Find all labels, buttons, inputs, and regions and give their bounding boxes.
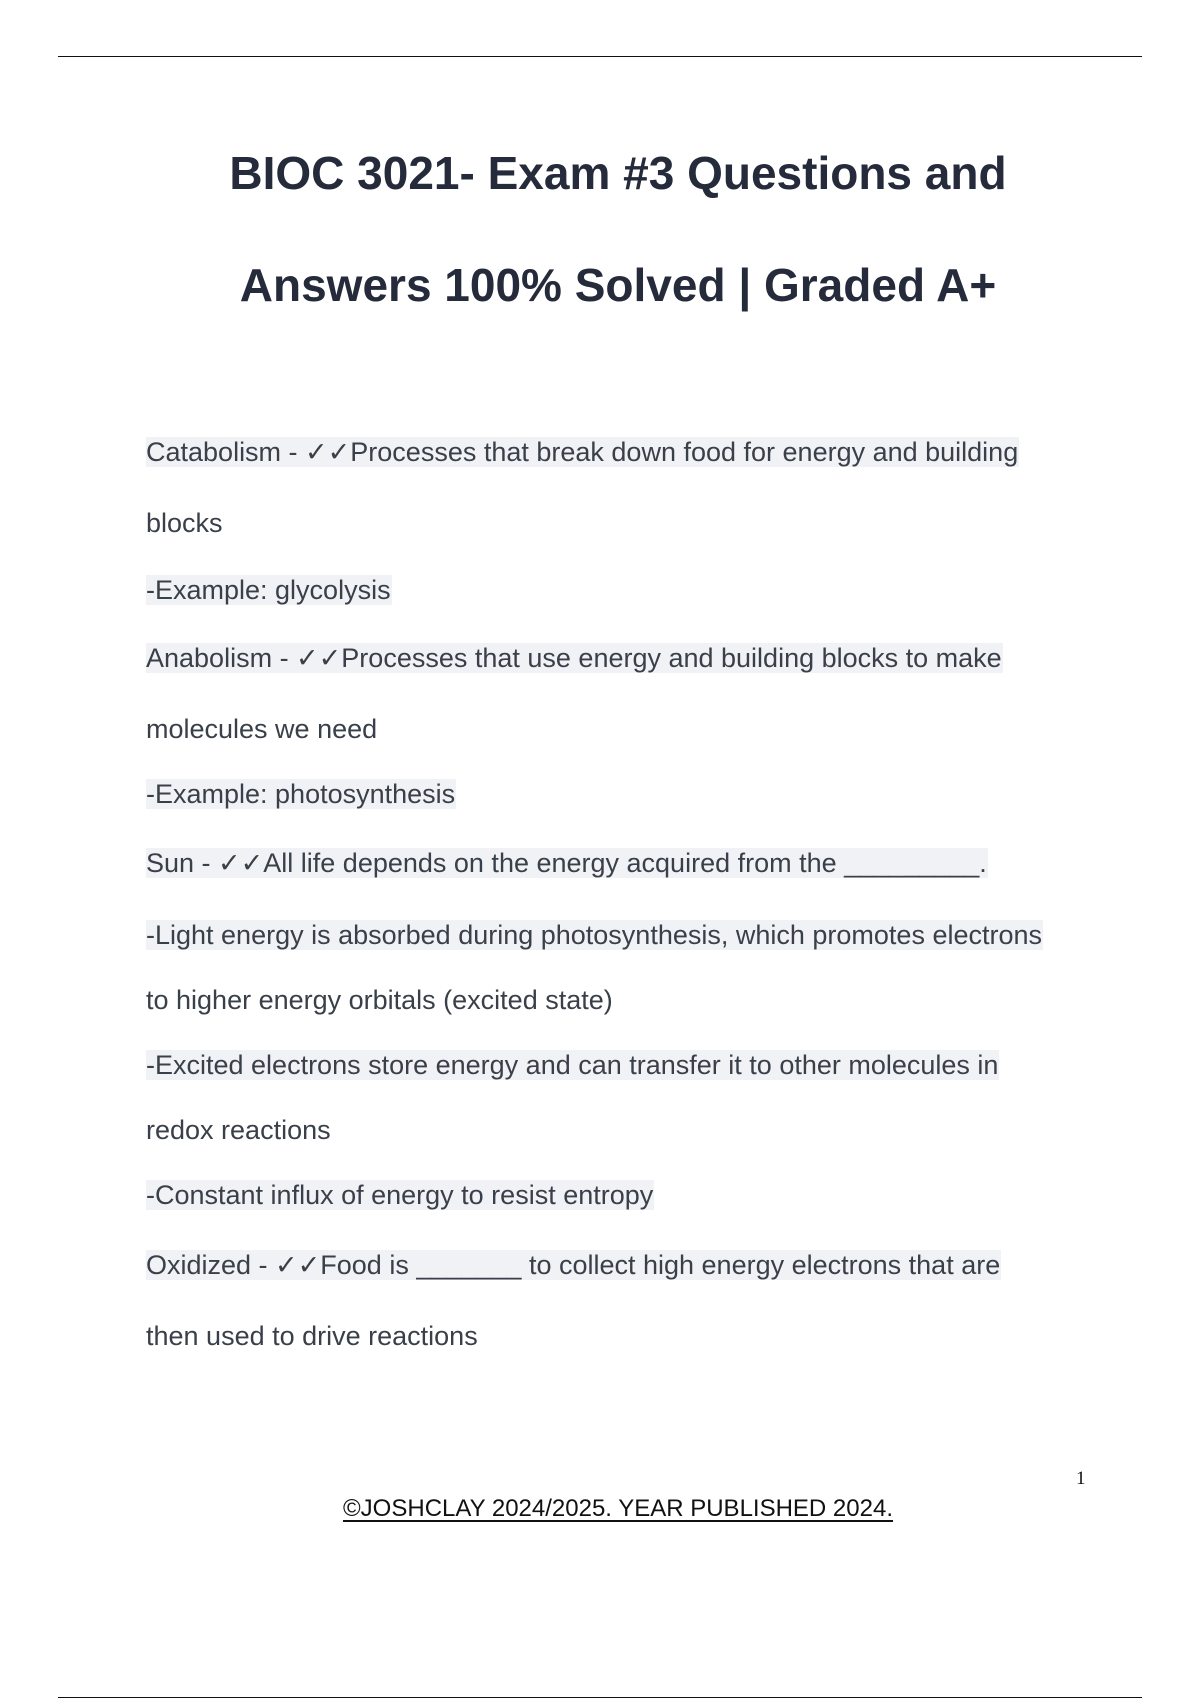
qa-line-text: to higher energy orbitals (excited state) xyxy=(146,985,613,1015)
qa-line-text: blocks xyxy=(146,508,223,538)
qa-line xyxy=(146,505,223,541)
document-title-line-1: BIOC 3021- Exam #3 Questions and xyxy=(229,147,1007,199)
qa-line-text: Oxidized - ✓✓Food is _______ to collect high energy electrons that are xyxy=(146,1250,1001,1280)
qa-line xyxy=(146,434,1019,470)
copyright-footer-text: ©JOSHCLAY 2024/2025. YEAR PUBLISHED 2024. xyxy=(343,1495,893,1522)
qa-line xyxy=(146,1318,478,1354)
qa-line xyxy=(146,776,456,812)
qa-line xyxy=(146,1112,331,1148)
page-number: 1 xyxy=(1076,1468,1086,1489)
qa-line xyxy=(146,917,1043,953)
header-rule xyxy=(58,56,1142,57)
qa-line-text: Sun - ✓✓All life depends on the energy acquired from the _________. xyxy=(146,848,987,878)
copyright-footer xyxy=(0,1495,1200,1523)
qa-line xyxy=(146,982,613,1018)
qa-line xyxy=(146,1177,654,1213)
qa-line-text: Anabolism - ✓✓Processes that use energy and building blocks to make xyxy=(146,643,1002,673)
qa-line-text: -Constant influx of energy to resist entropy xyxy=(146,1180,654,1210)
qa-line xyxy=(146,1247,1001,1283)
qa-line xyxy=(146,1047,999,1083)
qa-line-text: -Excited electrons store energy and can transfer it to other molecules in xyxy=(146,1050,999,1080)
qa-line xyxy=(146,640,1003,676)
footer-rule xyxy=(58,1697,1142,1698)
qa-line-text: molecules we need xyxy=(146,714,378,744)
qa-line xyxy=(146,711,377,747)
qa-line-text: -Example: photosynthesis xyxy=(146,779,456,809)
document-title-line-2: Answers 100% Solved | Graded A+ xyxy=(239,259,997,311)
qa-line-text: redox reactions xyxy=(146,1115,331,1145)
qa-line xyxy=(146,572,392,608)
qa-line-text: -Light energy is absorbed during photosynthesis, which promotes electrons xyxy=(146,920,1042,950)
qa-line-text: then used to drive reactions xyxy=(146,1321,478,1351)
qa-line-text: -Example: glycolysis xyxy=(146,575,391,605)
qa-line-text: Catabolism - ✓✓Processes that break down food for energy and building xyxy=(146,437,1019,467)
qa-line xyxy=(146,845,988,881)
